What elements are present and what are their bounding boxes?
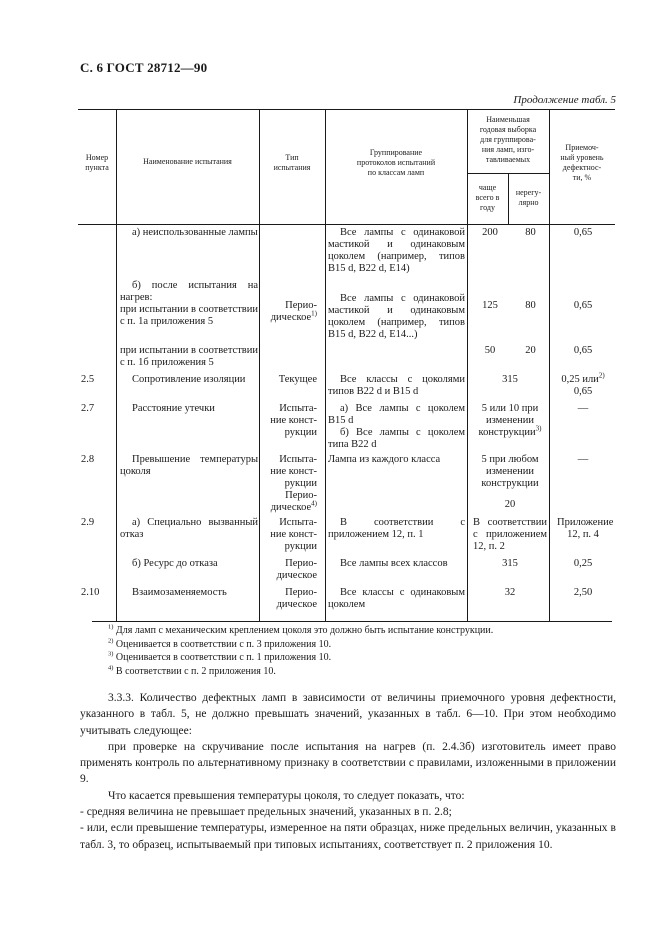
paragraph: - или, если превышение температуры, измеренное на пяти образцах, ниже предельных величин, указанных в табл. 3, то образец, испытываемый при типовых испытаниях, соответствует п. 2 приложения 10. <box>80 822 616 851</box>
head-total: чаще всего в году <box>475 183 500 212</box>
head-type: Тип испытания <box>273 153 311 172</box>
paragraph: 3.3.3. Количество дефектных ламп в зависимости от величины приемочного уровня дефектности, указанного в табл. 5, не должно превышать значений, указанных в табл. 6—10. При этом необходимо учитывать следующее: <box>80 692 616 737</box>
table-bottom-rule <box>92 621 612 622</box>
paragraph: при проверке на скручивание после испытания на нагрев (п. 2.4.3б) изготовитель имеет право применять контроль по альтернативному признаку в соответствии с правилами, изложенными в приложении 9. <box>80 740 616 786</box>
table-head <box>78 109 615 225</box>
table-continuation-label: Продолжение табл. 5 <box>513 94 616 106</box>
paragraph: Что касается превышения температуры цоколя, то следует показать, что: <box>108 789 465 802</box>
footnote: $^{4)}$ В соответствии с п. 2 приложения 10. <box>108 664 276 677</box>
footnote: $^{2)}$ Оценивается в соответствии с п. 3 приложения 10. <box>108 637 332 650</box>
footnotes <box>108 624 618 678</box>
footnote: $^{1)}$ Для ламп с механическим креплением цоколя это должно быть испытание конструкции. <box>108 623 494 636</box>
page-header: С. 6 ГОСТ 28712—90 <box>80 60 208 75</box>
head-num: Номер пункта <box>85 153 109 172</box>
footnote: $^{3)}$ Оценивается в соответствии с п. 1 приложения 10. <box>108 650 332 663</box>
head-sample: Наименьшая годовая выборка для группирова- ния ламп, изго- тавливаемых <box>479 115 537 164</box>
head-name: Наименование испытания <box>143 157 232 166</box>
body-text <box>80 690 616 853</box>
paragraph: - средняя величина не превышает предельных значений, указанных в п. 2.8; <box>80 806 452 819</box>
head-acceptance: Приемоч- ный уровень дефектнос- ти, % <box>560 143 604 182</box>
head-group: Группирование протоколов испытаний по классам ламп <box>356 148 436 177</box>
head-irregular: нерегу- лярно <box>515 188 542 207</box>
